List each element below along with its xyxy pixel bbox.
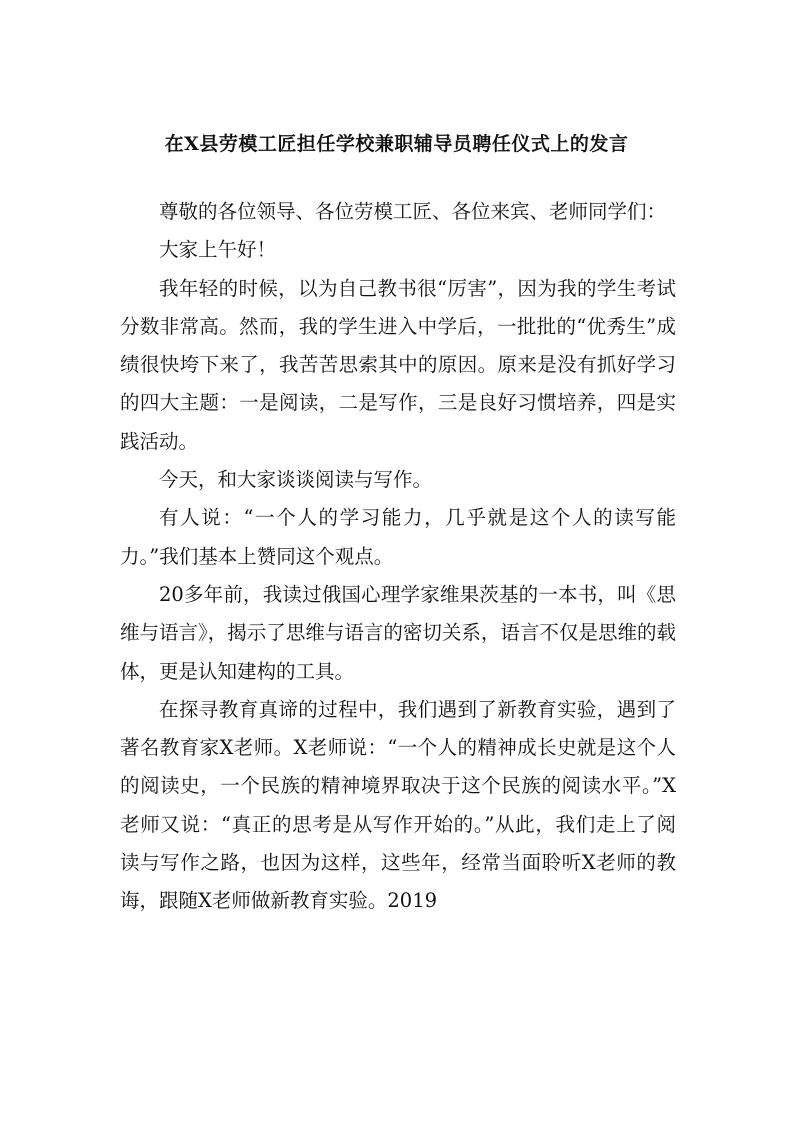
paragraph-vygotsky: 20多年前，我读过俄国心理学家维果茨基的一本书，叫《思维与语言》，揭示了思维与语言的密切关系，语言不仅是思维的载体，更是认知建构的工具。: [120, 582, 676, 683]
paragraph-salutation: 尊敬的各位领导、各位劳模工匠、各位来宾、老师同学们：: [159, 200, 667, 223]
paragraph-topic-today: 今天，和大家谈谈阅读与写作。: [159, 468, 433, 492]
document-title: 在X县劳模工匠担任学校兼职辅导员聘任仪式上的发言: [164, 133, 629, 155]
document-body: [120, 193, 676, 921]
paragraph-new-education: 在探寻教育真谛的过程中，我们遇到了新教育实验，遇到了著名教育家X老师。X老师说：“一个人的精神成长史就是这个人的阅读史，一个民族的精神境界取决于这个民族的阅读水平。”X老师又说：“真正的思考是从写作开始的。”从此，我们走上了阅读与写作之路，也因为这样，这些年，经常当面聆听X老师的教诲，跟随X老师做新教育实验。2019: [120, 697, 676, 913]
paragraph-learning-ability: 有人说：“一个人的学习能力，几乎就是这个人的读写能力。”我们基本上赞同这个观点。: [120, 506, 676, 568]
paragraph-greeting: 大家上午好！: [159, 238, 277, 262]
paragraph-young-teacher: 我年轻的时候，以为自己教书很“厉害”，因为我的学生考试分数非常高。然而，我的学生进入中学后，一批批的“优秀生”成绩很快垮下来了，我苦苦思索其中的原因。原来是没有抓好学习的四大主题：一是阅读，二是写作，三是良好习惯培养，四是实践活动。: [120, 276, 676, 453]
